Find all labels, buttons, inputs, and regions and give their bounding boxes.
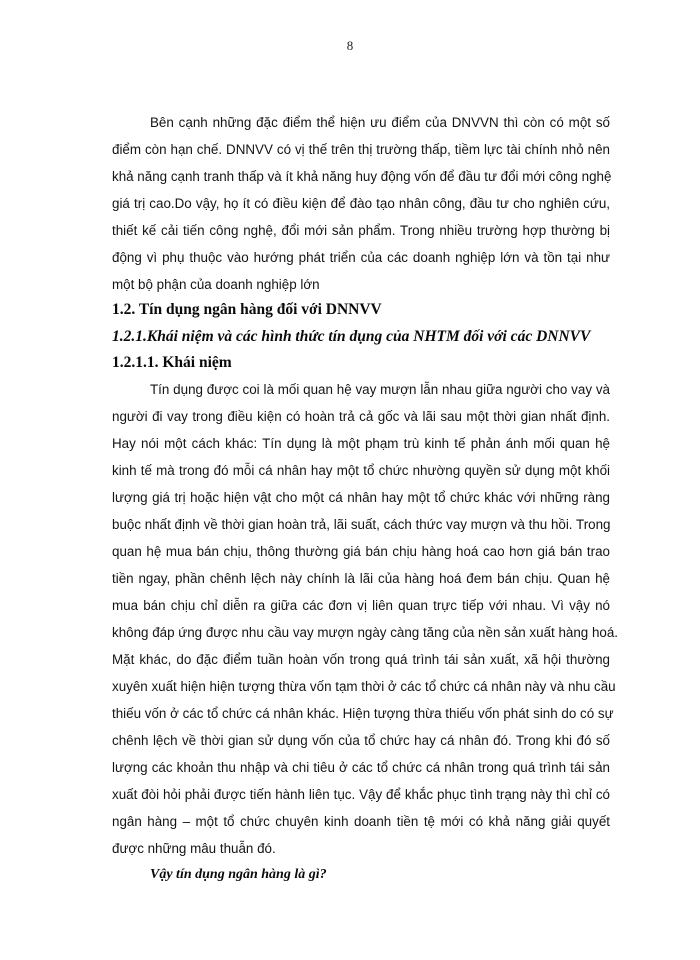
text-line: động vì phụ thuộc vào hướng phát triển của các doanh nghiệp lớn và tồn tại như <box>112 250 610 265</box>
text-line: không đáp ứng được nhu cầu vay mượn ngày càng tăng của nền sản xuất hàng hoá. <box>112 625 619 640</box>
text-line: Tín dụng được coi là mối quan hệ vay mượn lẫn nhau giữa người cho vay và <box>150 382 610 397</box>
text-line: chênh lệch về thời gian sử dụng vốn của tổ chức hay cá nhân đó. Trong khi đó số <box>112 733 610 748</box>
text-line: xuyên xuất hiện hiện tượng thừa vốn tạm thời ở các tổ chức cá nhân này và nhu cầu <box>112 679 616 694</box>
section-heading: 1.2. Tín dụng ngân hàng đối với DNNVV <box>112 301 382 318</box>
page-number: 8 <box>346 38 354 53</box>
text-line: buộc nhất định về thời gian hoàn trả, lãi suất, cách thức vay mượn và thu hồi. Trong <box>112 517 611 532</box>
subsubsection-heading: 1.2.1.1. Khái niệm <box>112 354 232 371</box>
question-heading: Vậy tín dụng ngân hàng là gì? <box>150 867 327 882</box>
text-line: ngân hàng – một tổ chức chuyên kinh doanh tiền tệ mới có khả năng giải quyết <box>112 814 610 829</box>
text-line: Mặt khác, do đặc điểm tuần hoàn vốn trong quá trình tái sản xuất, xã hội thường <box>112 652 610 667</box>
text-line: thiết kế cải tiến công nghệ, đổi mới sản phẩm. Trong nhiều trường hợp thường bị <box>112 223 610 238</box>
text-line: xuất đòi hỏi phải được tiến hành liên tục. Vậy để khắc phục tình trạng này thì chỉ có <box>112 787 610 802</box>
text-line: một bộ phận của doanh nghiệp lớn <box>112 277 320 292</box>
text-line: thiếu vốn ở các tổ chức cá nhân khác. Hiện tượng thừa thiếu vốn phát sinh do có sự <box>112 706 614 721</box>
text-line: Bên cạnh những đặc điểm thể hiện ưu điểm của DNVVN thì còn có một số <box>150 115 610 130</box>
text-line: lượng các khoản thu nhập và chi tiêu ở các tổ chức cá nhân trong quá trình tái sản <box>112 760 610 775</box>
text-line: tiền ngay, phần chênh lệch này chính là lãi của hàng hoá đem bán chịu. Quan hệ <box>112 571 610 586</box>
text-line: kinh tế mà trong đó mỗi cá nhân hay một tổ chức nhường quyền sử dụng một khối <box>112 463 610 478</box>
subsection-heading: 1.2.1.Khái niệm và các hình thức tín dụng của NHTM đối với các DNNVV <box>112 328 591 345</box>
text-line: người đi vay trong điều kiện có hoàn trả cả gốc và lãi sau một thời gian nhất định. <box>112 409 610 424</box>
text-line: giá trị cao.Do vậy, họ ít có điều kiện để đào tạo nhân công, đầu tư cho nghiên cứu, <box>112 196 610 211</box>
text-line: Hay nói một cách khác: Tín dụng là một phạm trù kinh tế phản ánh mối quan hệ <box>112 436 610 451</box>
text-line: quan hệ mua bán chịu, thông thường giá bán chịu hàng hoá cao hơn giá bán trao <box>112 544 610 559</box>
text-line: mua bán chịu chỉ diễn ra giữa các đơn vị liên quan trực tiếp với nhau. Vì vậy nó <box>112 598 610 613</box>
text-line: khả năng cạnh tranh thấp và ít khả năng huy động vốn để đầu tư đổi mới công nghệ <box>112 169 612 184</box>
text-line: được những mâu thuẫn đó. <box>112 841 276 856</box>
text-line: lượng giá trị hoặc hiện vật cho một cá nhân hay một tổ chức khác với những ràng <box>112 490 610 505</box>
text-line: điểm còn hạn chế. DNNVV có vị thế trên thị trường thấp, tiềm lực tài chính nhỏ nên <box>112 142 610 157</box>
